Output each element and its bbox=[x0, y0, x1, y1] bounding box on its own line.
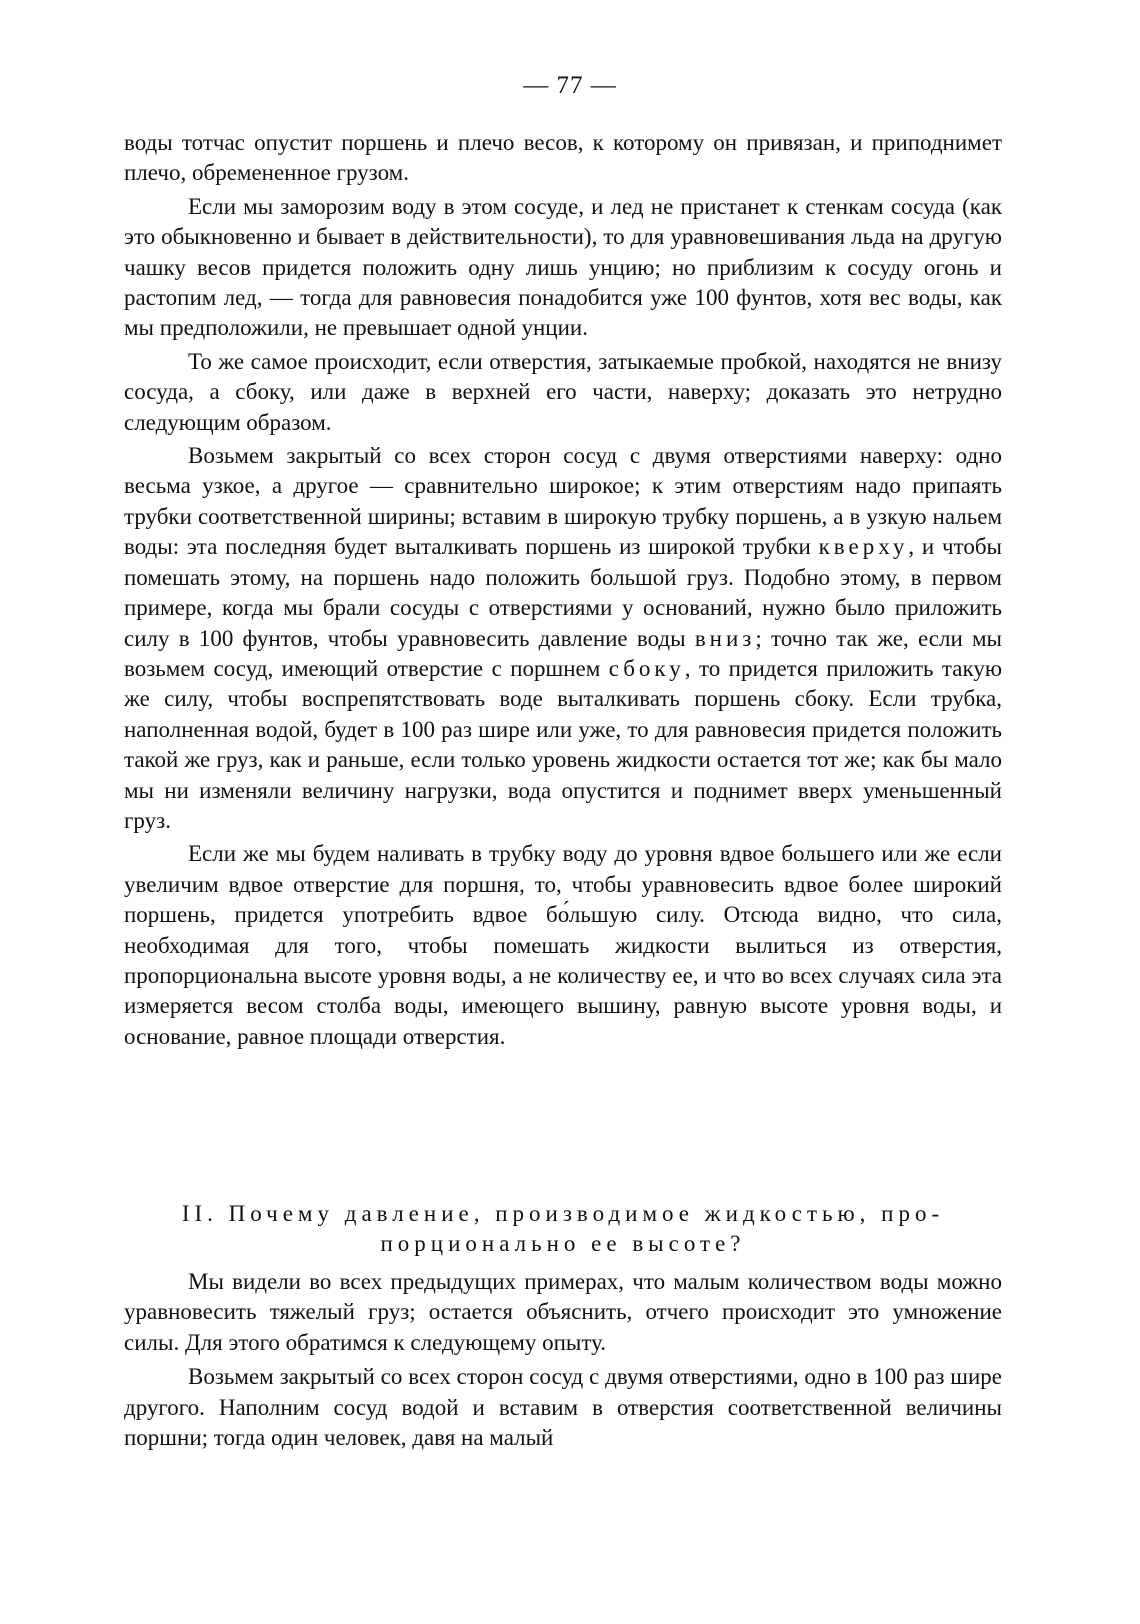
emphasis-down: вниз bbox=[694, 625, 756, 651]
paragraph-closed-vessel-experiment bbox=[124, 441, 1002, 836]
text-run: , и чтобы помешать этому, на поршень надо положить большой груз. Подобно этому, в первом примере, когда мы брали сосуды с отверстиями у оснований, нужно было приложить силу в 100 фунтов, чтобы уравновесить давление воды bbox=[124, 534, 1002, 651]
page-number: — 77 — bbox=[523, 72, 617, 99]
body-text-lower bbox=[124, 1267, 1002, 1457]
paragraph-freezing-water: Если мы заморозим воду в этом сосуде, и лед не пристанет к стенкам сосуда (как это обыкновенно и бывает в действительности), то для уравновешивания льда на другую чашку весов придется положить одну лишь унцию; но приблизим к сосуду огонь и растопим лед, — тогда для равновесия понадобится уже 100 фунтов, хотя вес воды, как мы предположили, не превышает одной унции. bbox=[124, 193, 1002, 341]
paragraph-side-openings: То же самое происходит, если отверстия, затыкаемые пробкой, находятся не внизу сосуда, а сбоку, или даже в верхней его части, наверху; доказать это нетрудно следующим образом. bbox=[124, 348, 1002, 435]
section-heading-line-1: II. Почему давление, производимое жидкостью, про- bbox=[181, 1201, 945, 1226]
paragraph-proportional-height: Если же мы будем наливать в трубку воду до уровня вдвое большего или же если увеличим вдвое отверстие для поршня, то, чтобы уравновесить вдвое более широкий поршень, придется употребить вдвое бо́льшую силу. Отсюда видно, что сила, необходимая для того, чтобы помешать жидкости вылиться из отверстия, пропорциональна высоте уровня воды, а не количеству ее, и что во всех случаях сила эта измеряется весом столба воды, имеющего вышину, равную высоте уровня воды, и основание, равное площади отверстия. bbox=[124, 841, 1002, 1049]
paragraph-continuation: воды тотчас опустит поршень и плечо весов, к которому он привязан, и приподнимет плечо, обремененное грузом. bbox=[124, 130, 1002, 186]
body-text-upper bbox=[124, 128, 1002, 1052]
section-heading-line-2: порционально ее высоте? bbox=[380, 1231, 746, 1256]
paragraph-two-pistons: Возьмем закрытый со всех сторон сосуд с двумя отверстиями, одно в 100 раз шире другого. Наполним сосуд водой и вставим в отверстия соответственной величины поршни; тогда один человек, давя на малый bbox=[124, 1364, 1002, 1451]
emphasis-upward: кверху bbox=[818, 534, 909, 560]
section-heading bbox=[124, 1199, 1002, 1259]
text-run: ; точно так же, если мы возьмем сосуд, имеющий отверстие с поршнем bbox=[124, 625, 1003, 681]
emphasis-sideways: сбоку bbox=[608, 655, 685, 681]
paragraph-force-multiplication: Мы видели во всех предыдущих примерах, что малым количеством воды можно уравновесить тяжелый груз; остается объяснить, отчего происходит это умножение силы. Для этого обратимся к следующему опыту. bbox=[124, 1269, 1002, 1355]
text-run: Возьмем закрытый со всех сторон сосуд с двумя отверстиями наверху: одно весьма узкое, а другое — сравнительно широкое; к этим отверстиям надо припаять трубки соответственной ширины; вставим в широкую трубку поршень, а в узкую нальем воды: эта последняя будет выталкивать поршень из широкой трубки bbox=[124, 443, 1002, 560]
text-run: , то придется приложить такую же силу, чтобы воспрепятствовать воде выталкивать поршень сбоку. Если трубка, наполненная водой, будет в 100 раз шире или уже, то для равновесия придется положить такой же груз, как и раньше, если только уровень жидкости остается тот же; как бы мало мы ни изменяли величину нагрузки, вода опустится и поднимет вверх уменьшенный груз. bbox=[124, 655, 1002, 833]
